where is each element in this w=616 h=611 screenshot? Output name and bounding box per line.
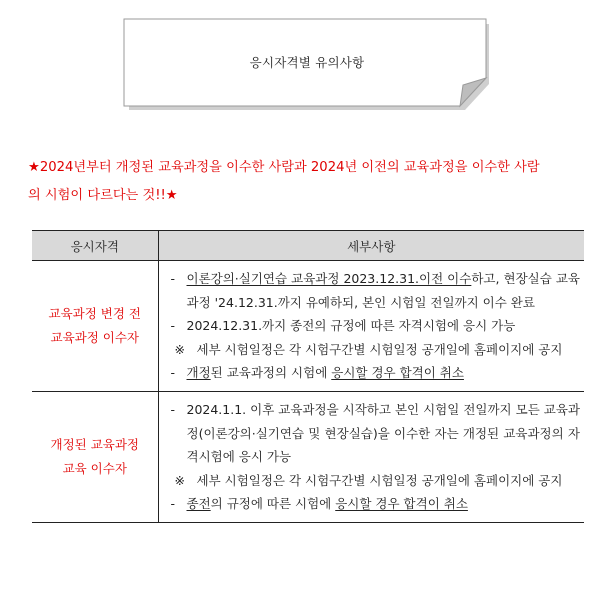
text-segment: 된 교육과정의 시험에 [210,365,332,381]
notice-text [28,154,598,210]
notice-line-2: 의 시험이 다르다는 것!!★ [28,188,178,203]
text-segment: 2024.12.31.까지 종전의 규정에 따른 자격시험에 응시 가능 [186,318,516,334]
table-header-row [32,231,584,261]
detail-item [171,338,581,362]
notice-line-1: ★2024년부터 개정된 교육과정을 이수한 사람과 2024년 이전의 교육과정을 이수한 사람 [28,160,540,175]
detail-text [197,469,581,493]
dash-marker: - [170,401,176,417]
detail-text [187,361,581,385]
details-cell [158,261,584,392]
details-cell [158,391,584,522]
detail-item [171,314,581,338]
text-segment: 2024.1.1. 이후 교육과정을 시작하고 본인 시험일 전일까지 모든 교육과정(이론강의·실기연습 및 현장실습)을 이수한 자는 개정된 교육과정의 자격시험에 응시 가능 [186,401,580,465]
note-marker: ※ [174,341,185,357]
header-qualification: 응시자격 [32,231,158,261]
header-details: 세부사항 [158,231,584,261]
detail-item [171,361,581,385]
qualification-label: 교육과정 이수자 [50,329,139,345]
detail-item [171,267,581,314]
dash-marker: - [170,496,176,512]
detail-text [187,267,581,314]
text-segment: 의 규정에 따른 시험에 [210,496,336,512]
note-marker: ※ [174,472,185,488]
underlined-text: 응시할 경우 합격이 취소 [335,496,468,512]
detail-text [187,398,581,469]
detail-text [197,338,581,362]
underlined-text: 개정 [186,365,211,381]
text-segment: 세부 시험일정은 각 시험구간별 시험일정 공개일에 홈페이지에 공지 [196,472,563,488]
table-row [32,261,584,392]
qualification-cell [32,261,158,392]
detail-text [187,314,581,338]
qualification-cell [32,391,158,522]
detail-text [187,492,581,516]
page-title: 응시자격별 유의사항 [249,55,365,70]
qualification-label: 교육과정 변경 전 [48,305,141,321]
qualification-label: 개정된 교육과정 [50,436,139,452]
detail-item [171,398,581,469]
table-row [32,391,584,522]
title-box [123,18,491,112]
underlined-text: 이론강의·실기연습 교육과정 2023.12.31.이전 이수 [186,271,472,286]
text-segment: 세부 시험일정은 각 시험구간별 시험일정 공개일에 홈페이지에 공지 [196,341,563,357]
qualification-label: 교육 이수자 [62,460,127,476]
dash-marker: - [170,271,176,286]
qualification-table [32,230,584,523]
dash-marker: - [170,318,176,334]
detail-item [171,492,581,516]
underlined-text: 종전 [186,496,211,512]
underlined-text: 응시할 경우 합격이 취소 [331,365,464,381]
text-segment: 하고, 현장실습 교육과정 '24.12.31.까지 유예하되, 본인 시험일 전일까지 이수 완료 [186,271,580,310]
dash-marker: - [170,365,176,381]
table-body [32,261,584,523]
detail-item [171,469,581,493]
